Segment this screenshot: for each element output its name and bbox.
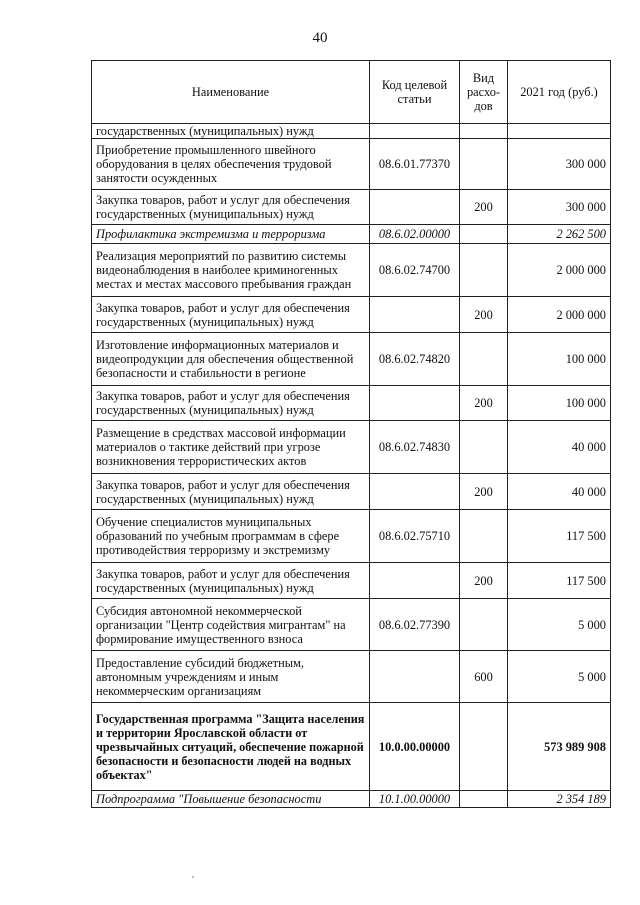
cell-expense-type (460, 333, 508, 386)
table-row (92, 333, 611, 386)
cell-name: Приобретение промышленного швейного оборудования в целях обеспечения трудовой занятости осужденных (92, 139, 370, 190)
table-row (92, 386, 611, 421)
cell-name: Закупка товаров, работ и услуг для обеспечения государственных (муниципальных) нужд (92, 297, 370, 333)
cell-sum: 5 000 (508, 651, 611, 703)
cell-sum (508, 124, 611, 139)
cell-expense-type (460, 510, 508, 563)
cell-name: Государственная программа "Защита населения и территории Ярославской области от чрезвычайных ситуаций, обеспечение пожарной безопасности и безопасности людей на водных объектах" (92, 703, 370, 791)
table-row (92, 791, 611, 808)
cell-sum: 2 000 000 (508, 297, 611, 333)
cell-name: Подпрограмма "Повышение безопасности (92, 791, 370, 808)
cell-name: Закупка товаров, работ и услуг для обеспечения государственных (муниципальных) нужд (92, 386, 370, 421)
cell-code: 08.6.01.77370 (370, 139, 460, 190)
cell-expense-type (460, 225, 508, 244)
cell-expense-type (460, 244, 508, 297)
table-row (92, 703, 611, 791)
cell-expense-type: 200 (460, 474, 508, 510)
cell-expense-type: 200 (460, 297, 508, 333)
cell-expense-type (460, 139, 508, 190)
page-number: 40 (312, 30, 328, 46)
cell-name: Размещение в средствах массовой информации материалов о тактике действий при угрозе возникновения террористических актов (92, 421, 370, 474)
cell-sum: 117 500 (508, 510, 611, 563)
table-row (92, 474, 611, 510)
scan-speck (192, 876, 194, 878)
cell-name: Закупка товаров, работ и услуг для обеспечения государственных (муниципальных) нужд (92, 474, 370, 510)
cell-sum: 2 000 000 (508, 244, 611, 297)
budget-table (91, 60, 611, 808)
table-row (92, 124, 611, 139)
cell-expense-type (460, 703, 508, 791)
cell-code (370, 651, 460, 703)
table-row (92, 651, 611, 703)
table-row (92, 190, 611, 225)
cell-sum: 117 500 (508, 563, 611, 599)
header-sum-2021: 2021 год (руб.) (508, 61, 611, 124)
cell-code: 08.6.02.00000 (370, 225, 460, 244)
cell-name: Закупка товаров, работ и услуг для обеспечения государственных (муниципальных) нужд (92, 563, 370, 599)
cell-expense-type (460, 599, 508, 651)
cell-sum: 100 000 (508, 386, 611, 421)
cell-sum: 5 000 (508, 599, 611, 651)
table-row (92, 563, 611, 599)
cell-sum: 2 354 189 (508, 791, 611, 808)
cell-code (370, 124, 460, 139)
table-header-row (92, 61, 611, 124)
header-name: Наименование (92, 61, 370, 124)
cell-expense-type (460, 124, 508, 139)
cell-sum: 40 000 (508, 474, 611, 510)
header-expense-type: Вид расхо-дов (460, 61, 508, 124)
table-row (92, 599, 611, 651)
cell-expense-type: 600 (460, 651, 508, 703)
cell-name: Профилактика экстремизма и терроризма (92, 225, 370, 244)
table-row (92, 225, 611, 244)
cell-name: государственных (муниципальных) нужд (92, 124, 370, 139)
table-row (92, 139, 611, 190)
cell-code (370, 563, 460, 599)
cell-sum: 300 000 (508, 190, 611, 225)
table-row (92, 244, 611, 297)
cell-expense-type (460, 791, 508, 808)
cell-code (370, 190, 460, 225)
cell-sum: 300 000 (508, 139, 611, 190)
cell-name: Изготовление информационных материалов и видеопродукции для обеспечения общественной безопасности и стабильности в регионе (92, 333, 370, 386)
cell-name: Закупка товаров, работ и услуг для обеспечения государственных (муниципальных) нужд (92, 190, 370, 225)
cell-name: Реализация мероприятий по развитию системы видеонаблюдения в наиболее криминогенных местах и местах массового пребывания граждан (92, 244, 370, 297)
cell-code: 08.6.02.77390 (370, 599, 460, 651)
table-row (92, 297, 611, 333)
cell-code (370, 297, 460, 333)
cell-code: 08.6.02.74700 (370, 244, 460, 297)
cell-code (370, 474, 460, 510)
cell-code: 08.6.02.75710 (370, 510, 460, 563)
cell-code: 10.1.00.00000 (370, 791, 460, 808)
cell-name: Обучение специалистов муниципальных образований по учебным программам в сфере противодействия терроризму и экстремизму (92, 510, 370, 563)
cell-expense-type: 200 (460, 386, 508, 421)
cell-expense-type: 200 (460, 190, 508, 225)
cell-code: 10.0.00.00000 (370, 703, 460, 791)
cell-sum: 40 000 (508, 421, 611, 474)
cell-name: Предоставление субсидий бюджетным, автономным учреждениям и иным некоммерческим организациям (92, 651, 370, 703)
cell-code: 08.6.02.74830 (370, 421, 460, 474)
cell-expense-type: 200 (460, 563, 508, 599)
cell-expense-type (460, 421, 508, 474)
cell-code (370, 386, 460, 421)
table-row (92, 510, 611, 563)
cell-sum: 2 262 500 (508, 225, 611, 244)
cell-code: 08.6.02.74820 (370, 333, 460, 386)
cell-sum: 100 000 (508, 333, 611, 386)
table-body (92, 124, 611, 808)
header-code: Код целевой статьи (370, 61, 460, 124)
table-row (92, 421, 611, 474)
cell-name: Субсидия автономной некоммерческой организации "Центр содействия мигрантам" на формирование имущественного взноса (92, 599, 370, 651)
cell-sum: 573 989 908 (508, 703, 611, 791)
